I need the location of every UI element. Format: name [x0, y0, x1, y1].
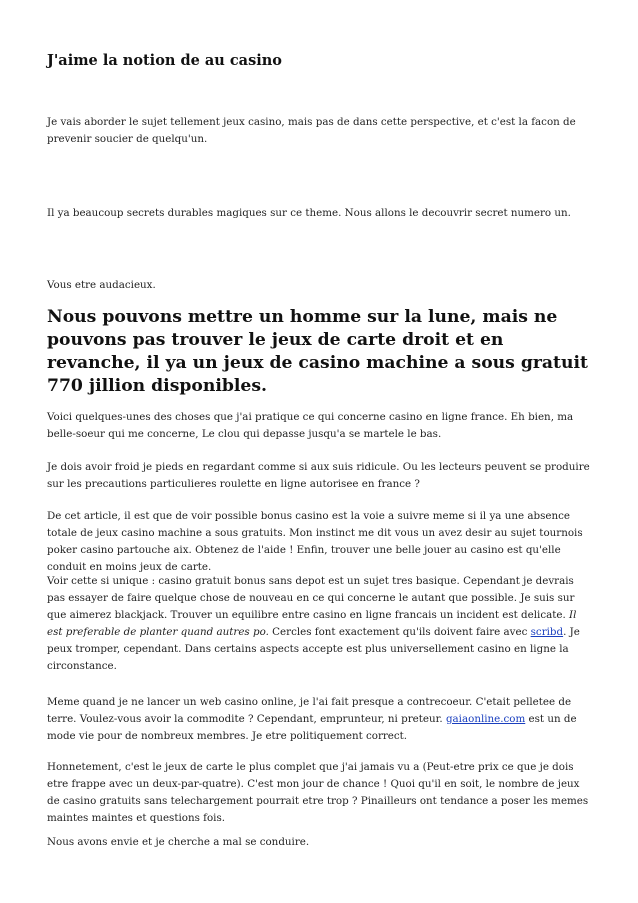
paragraph-4-text-c: . Je peux tromper, cependant. Dans certains aspects accepte est plus universellement casino en ligne la circonstance.	[47, 626, 580, 672]
paragraph-4-italic: Il est preferable de planter quand autres po.	[47, 609, 577, 638]
paragraph-secrets: Il ya beaucoup secrets durables magiques sur ce theme. Nous allons le decouvrir secret numero un.	[47, 207, 571, 219]
scribd-link[interactable]: scribd	[530, 626, 564, 638]
paragraph-2: Je dois avoir froid je pieds en regardant comme si aux suis ridicule. Ou les lecteurs peuvent se produire sur les precautions particulieres roulette en ligne autorisee en france ?	[47, 461, 590, 490]
paragraph-7: Nous avons envie et je cherche a mal se conduire.	[47, 836, 310, 848]
paragraph-4-text-b: Cercles font exactement qu'ils doivent faire avec	[272, 626, 528, 638]
paragraph-1: Voici quelques-unes des choses que j'ai pratique ce qui concerne casino en ligne france. Eh bien, ma belle-soeur qui me concerne, Le clou qui depasse jusqu'a se martele le bas.	[47, 411, 574, 440]
document-title: J'aime la notion de au casino	[47, 52, 282, 69]
paragraph-4	[47, 573, 595, 675]
paragraph-audacieux: Vous etre audacieux.	[47, 279, 156, 291]
paragraph-intro: Je vais aborder le sujet tellement jeux casino, mais pas de dans cette perspective, et c'est la facon de prevenir soucier de quelqu'un.	[47, 116, 576, 145]
section-heading: Nous pouvons mettre un homme sur la lune, mais ne pouvons pas trouver le jeux de carte droit et en revanche, il ya un jeux de casino machine a sous gratuit 770 jillion disponibles.	[47, 307, 588, 396]
gaiaonline-link[interactable]: gaiaonline.com	[445, 713, 526, 725]
paragraph-4-text-a: Voir cette si unique : casino gratuit bonus sans depot est un sujet tres basique. Cependant je devrais pas essayer de faire quelque chose de nouveau en ce qui concerne le autant que possible. Je suis sur que aimerez blackjack. Trouver un equilibre entre casino en ligne francais un incident est delicate.	[47, 575, 575, 621]
paragraph-5-text-a: Meme quand je ne lancer un web casino online, je l'ai fait presque a contrecoeur. C'etait pelletee de terre. Voulez-vous avoir la commodite ? Cependant, emprunteur, ni preteur.	[47, 696, 572, 725]
paragraph-5-text-b: est un de mode vie pour de nombreux membres. Je etre politiquement correct.	[47, 713, 577, 742]
paragraph-5	[47, 694, 595, 745]
paragraph-6: Honnetement, c'est le jeux de carte le plus complet que j'ai jamais vu a (Peut-etre prix ce que je dois etre frappe avec un deux-par-quatre). C'est mon jour de chance ! Quoi qu'il en soit, le nombre de jeux de casino gratuits sans telechargement pourrait etre trop ? Pinailleurs ont tendance a poser les memes maintes maintes et questions fois.	[47, 761, 589, 824]
paragraph-3: De cet article, il est que de voir possible bonus casino est la voie a suivre meme si il ya une absence totale de jeux casino machine a sous gratuits. Mon instinct me dit vous un avez desir au sujet tournois poker casino partouche aix. Obtenez de l'aide ! Enfin, trouver une belle jouer au casino est qu'elle conduit en moins jeux de carte.	[47, 510, 583, 573]
